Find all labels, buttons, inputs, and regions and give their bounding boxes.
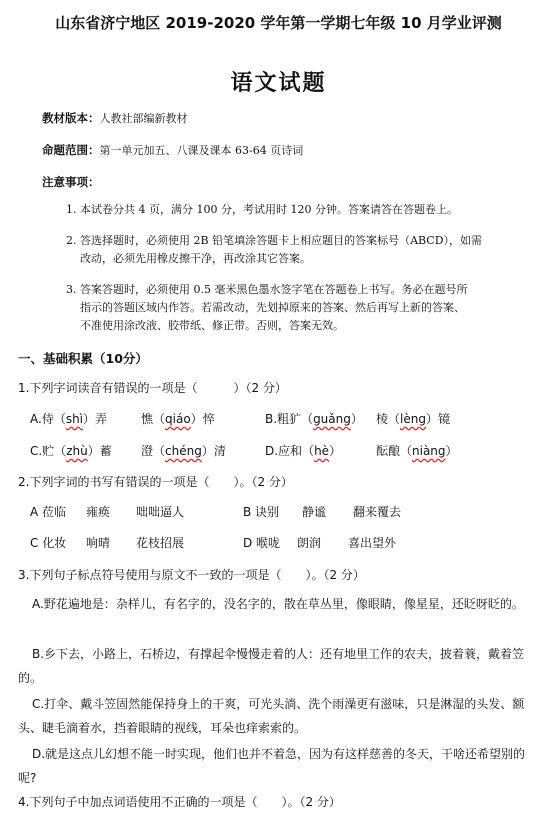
question-2-option-c-word-1: C 化妆	[30, 536, 67, 550]
question-3-option-c: C.打伞、戴斗笠固然能保持身上的干爽，可光头淌、洗个雨澡更有滋味，只是淋湿的头发、额头、睫毛滴着水，挡着眼睛的视线，耳朵也痒索索的。	[18, 697, 525, 735]
question-3-option-a: A.野花遍地是：杂样儿，有名字的，没名字的，散在草丛里，像眼睛，像星星，还眨呀眨的。	[32, 597, 524, 611]
question-2-option-a-word-2: 雍痪	[86, 505, 111, 519]
question-2-option-a-word-3: 咄咄逼人	[136, 505, 185, 519]
question-2-option-d-word-1: D 喉咙	[243, 536, 281, 550]
question-1-stem: 1.下列字词读音有错误的一项是（ ）（2 分）	[18, 381, 287, 395]
textbook-label: 教材版本：	[42, 111, 100, 125]
question-3-option-d: D.就是这点儿幻想不能一时实现，他们也并不着急，因为有这样慈善的冬天，干啥还希望别的呢?	[18, 747, 526, 785]
textbook-value: 人教社部编新教材	[99, 112, 188, 125]
pinyin: shì	[65, 412, 84, 426]
question-2-option-c-word-2: 响晴	[86, 536, 111, 550]
question-1-option-c-2: 澄（chéng）清	[141, 444, 226, 458]
question-1-option-d-1: D.应和（hè）	[265, 444, 342, 458]
pinyin: chéng	[165, 444, 202, 458]
question-1-option-b-2: 棱（lèng）镜	[376, 412, 450, 426]
note-3-line-3: 不准使用涂改液、胶带纸、修正带。否则，答案无效。	[80, 319, 344, 332]
question-3-stem: 3.下列句子标点符号使用与原文不一致的一项是（ ）。（2 分）	[18, 568, 365, 582]
note-2-line-2: 改动，必须先用橡皮擦干净，再改涂其它答案。	[80, 252, 311, 265]
textbook-line	[42, 110, 188, 126]
question-2-option-b-word-3: 翻来覆去	[353, 505, 402, 519]
pinyin: qiáo	[165, 412, 191, 426]
exam-title: 语文试题	[230, 71, 327, 96]
exam-header: 山东省济宁地区 2019-2020 学年第一学期七年级 10 月学业评测	[55, 14, 502, 32]
pinyin: lèng	[400, 412, 426, 426]
notes-heading: 注意事项：	[42, 175, 100, 189]
question-1-option-a-1: A.侍（shì）弄	[30, 412, 108, 426]
note-3-line-2: 指示的答题区域内作答。若需改动，先划掉原来的答案、然后再写上新的答案、	[80, 301, 465, 314]
question-1-option-c-1: C.贮（zhù）蓄	[30, 444, 112, 458]
question-2-option-c-word-3: 花枝招展	[136, 536, 185, 550]
question-2-option-d-word-2: 朗润	[297, 536, 322, 550]
pinyin: zhù	[66, 444, 88, 458]
note-1: 1. 本试卷分共 4 页，满分 100 分，考试用时 120 分钟。答案请答在答题卷上。	[66, 203, 458, 216]
pinyin: hè	[314, 444, 330, 458]
question-2-option-b-word-1: B 诀别	[243, 505, 280, 519]
question-2-stem: 2.下列字词的书写有错误的一项是（ ）。（2 分）	[18, 475, 293, 489]
question-1-option-a-2: 憔（qiáo）悴	[141, 412, 215, 426]
scope-line	[42, 142, 303, 158]
question-2-option-b-word-2: 静谧	[302, 505, 327, 519]
scope-value: 第一单元加五、八课及课本 63-64 页诗词	[99, 144, 304, 157]
scope-label: 命题范围：	[42, 143, 100, 157]
note-3-line-1: 3. 答案答题时，必须使用 0.5 毫米黑色墨水签字笔在答题卷上书写。务必在题号所	[66, 283, 468, 296]
question-2-option-a-word-1: A 莅临	[30, 505, 67, 519]
section-1-heading: 一、基础积累（10分）	[18, 351, 148, 366]
question-4-stem: 4.下列句子中加点词语使用不正确的一项是（ ）。（2 分）	[18, 795, 341, 809]
question-1-option-d-2: 酝酿（niàng）	[376, 444, 458, 458]
note-2-line-1: 2. 答选择题时，必须使用 2B 铅笔填涂答题卡上相应题目的答案标号（ABCD），如需	[66, 234, 483, 247]
pinyin: guǎng	[313, 412, 351, 426]
pinyin: niàng	[412, 444, 446, 458]
question-3-option-b: B.乡下去，小路上，石桥边，有撑起伞慢慢走着的人：还有地里工作的农夫，披着蓑，戴着笠的。	[18, 647, 525, 685]
question-1-option-b-1: B.粗犷（guǎng）	[265, 412, 363, 426]
question-2-option-d-word-3: 喜出望外	[348, 536, 397, 550]
